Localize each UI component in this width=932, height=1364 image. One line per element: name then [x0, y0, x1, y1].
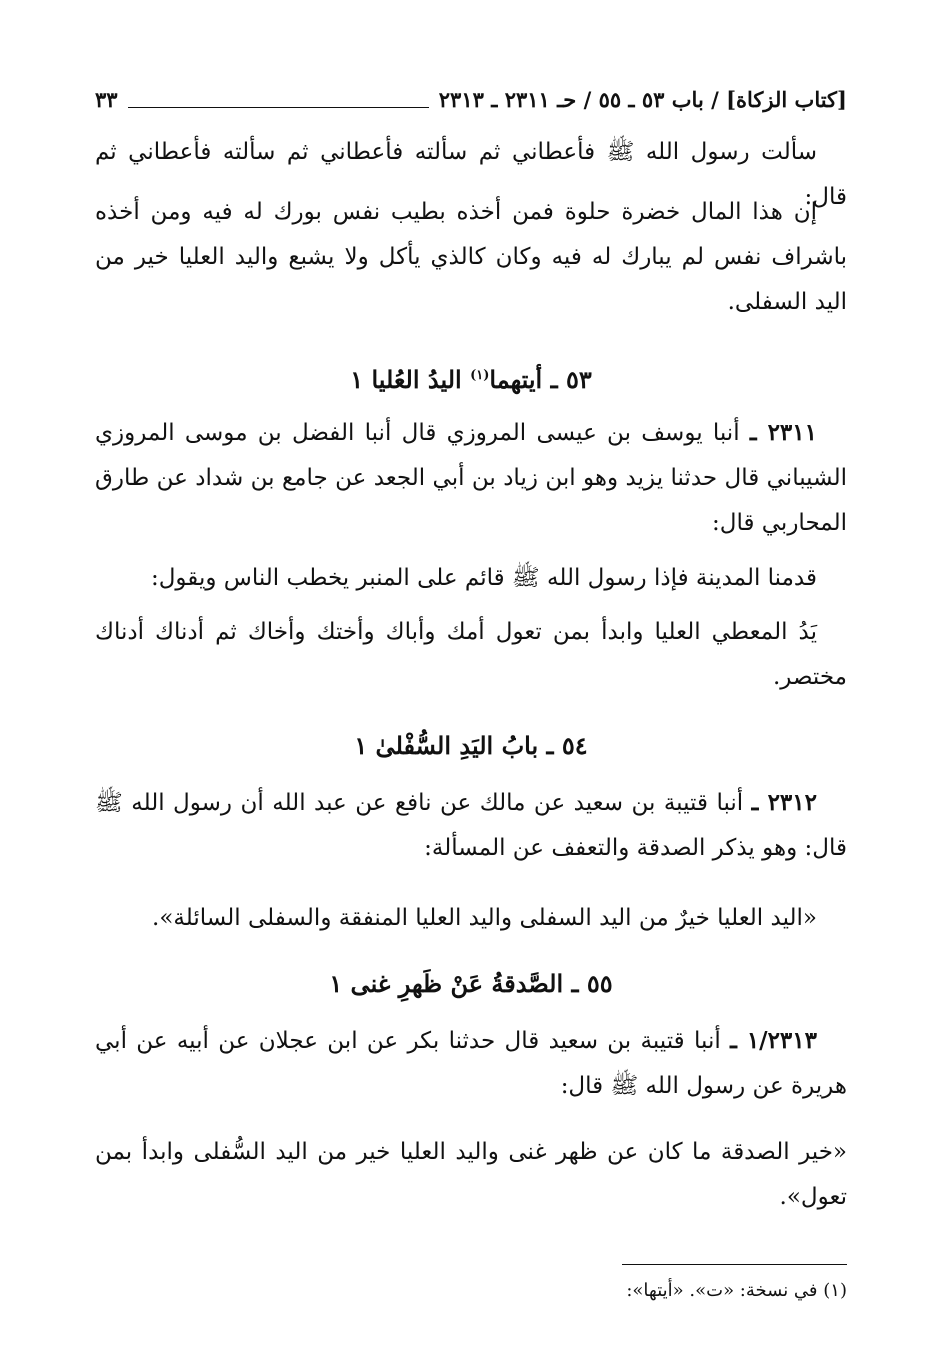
header-rule [128, 91, 429, 108]
chapter-heading-54: ٥٤ ـ بابُ اليَدِ السُّفْلىٰ ١ [354, 731, 588, 760]
footnote: (١) في نسخة: «ت». «أيتها»: [626, 1280, 847, 1301]
header-title: [كتاب الزكاة] / باب ٥٣ ـ ٥٥ / حـ ٢٣١١ ـ ٢٣١٣ [438, 86, 847, 112]
hadith-2313-isnad: ١/٢٣١٣ ـ أنبا قتيبة بن سعيد قال حدثنا بكر عن ابن عجلان عن أبيه عن أبي هريرة عن رسول الله ﷺ قال: [95, 1027, 847, 1099]
intro-line-text: سألت رسول الله ﷺ فأعطاني ثم سألته فأعطاني ثم سألته فأعطاني ثم قال: [95, 139, 847, 210]
running-header [95, 84, 847, 114]
chapter-heading-55: ٥٥ ـ الصَّدقةُ عَنْ ظَهرِ غنى ١ [329, 969, 613, 998]
paragraph-hadith-text [95, 190, 847, 325]
page-number: ٣٣ [95, 86, 118, 112]
chapter-heading-53: ٥٣ ـ أيتهما$^{(١)}$ اليدُ العُليا ١ [350, 365, 592, 394]
hadith-2311-line: قدمنا المدينة فإذا رسول الله ﷺ قائم على المنبر يخطب الناس ويقول: [150, 565, 817, 591]
hadith-2312-matn: «اليد العليا خيرٌ من اليد السفلى واليد العليا المنفقة والسفلى السائلة». [152, 905, 817, 931]
hadith-2312-isnad: ٢٣١٢ ـ أنبا قتيبة بن سعيد عن مالك عن نافع عن عبد الله أن رسول الله ﷺ قال: وهو يذكر الصدقة والتعفف عن المسألة: [95, 789, 847, 861]
hadith-number: ١/٢٣١٣ ـ [730, 1027, 817, 1054]
hadith-2313-matn: «خير الصدقة ما كان عن ظهر غنى واليد العليا خير من اليد السُّفلى وابدأ بمن تعول». [95, 1139, 847, 1210]
hadith-2311-matn: يَدُ المعطي العليا وابدأ بمن تعول أمك وأباك وأختك وأخاك ثم أدناك أدناك مختصر. [95, 619, 847, 690]
footnote-rule [622, 1264, 847, 1265]
footnote-ref: (١) [470, 368, 490, 383]
hadith-text: إن هذا المال خضرة حلوة فمن أخذه بطيب نفس بورك له فيه ومن أخذه باشراف نفس لم يبارك له فيه وكان كالذي يأكل ولا يشبع واليد العليا خير من اليد السفلى. [95, 199, 847, 315]
hadith-number: ٢٣١١ ـ [749, 419, 817, 446]
hadith-number: ٢٣١٢ ـ [751, 789, 817, 816]
hadith-2311-isnad: ٢٣١١ ـ أنبا يوسف بن عيسى المروزي قال أنبا الفضل بن موسى المروزي الشيباني قال حدثنا يزيد وهو ابن زياد بن أبي الجعد عن جامع بن شداد عن طارق المحاربي قال: [95, 419, 847, 536]
